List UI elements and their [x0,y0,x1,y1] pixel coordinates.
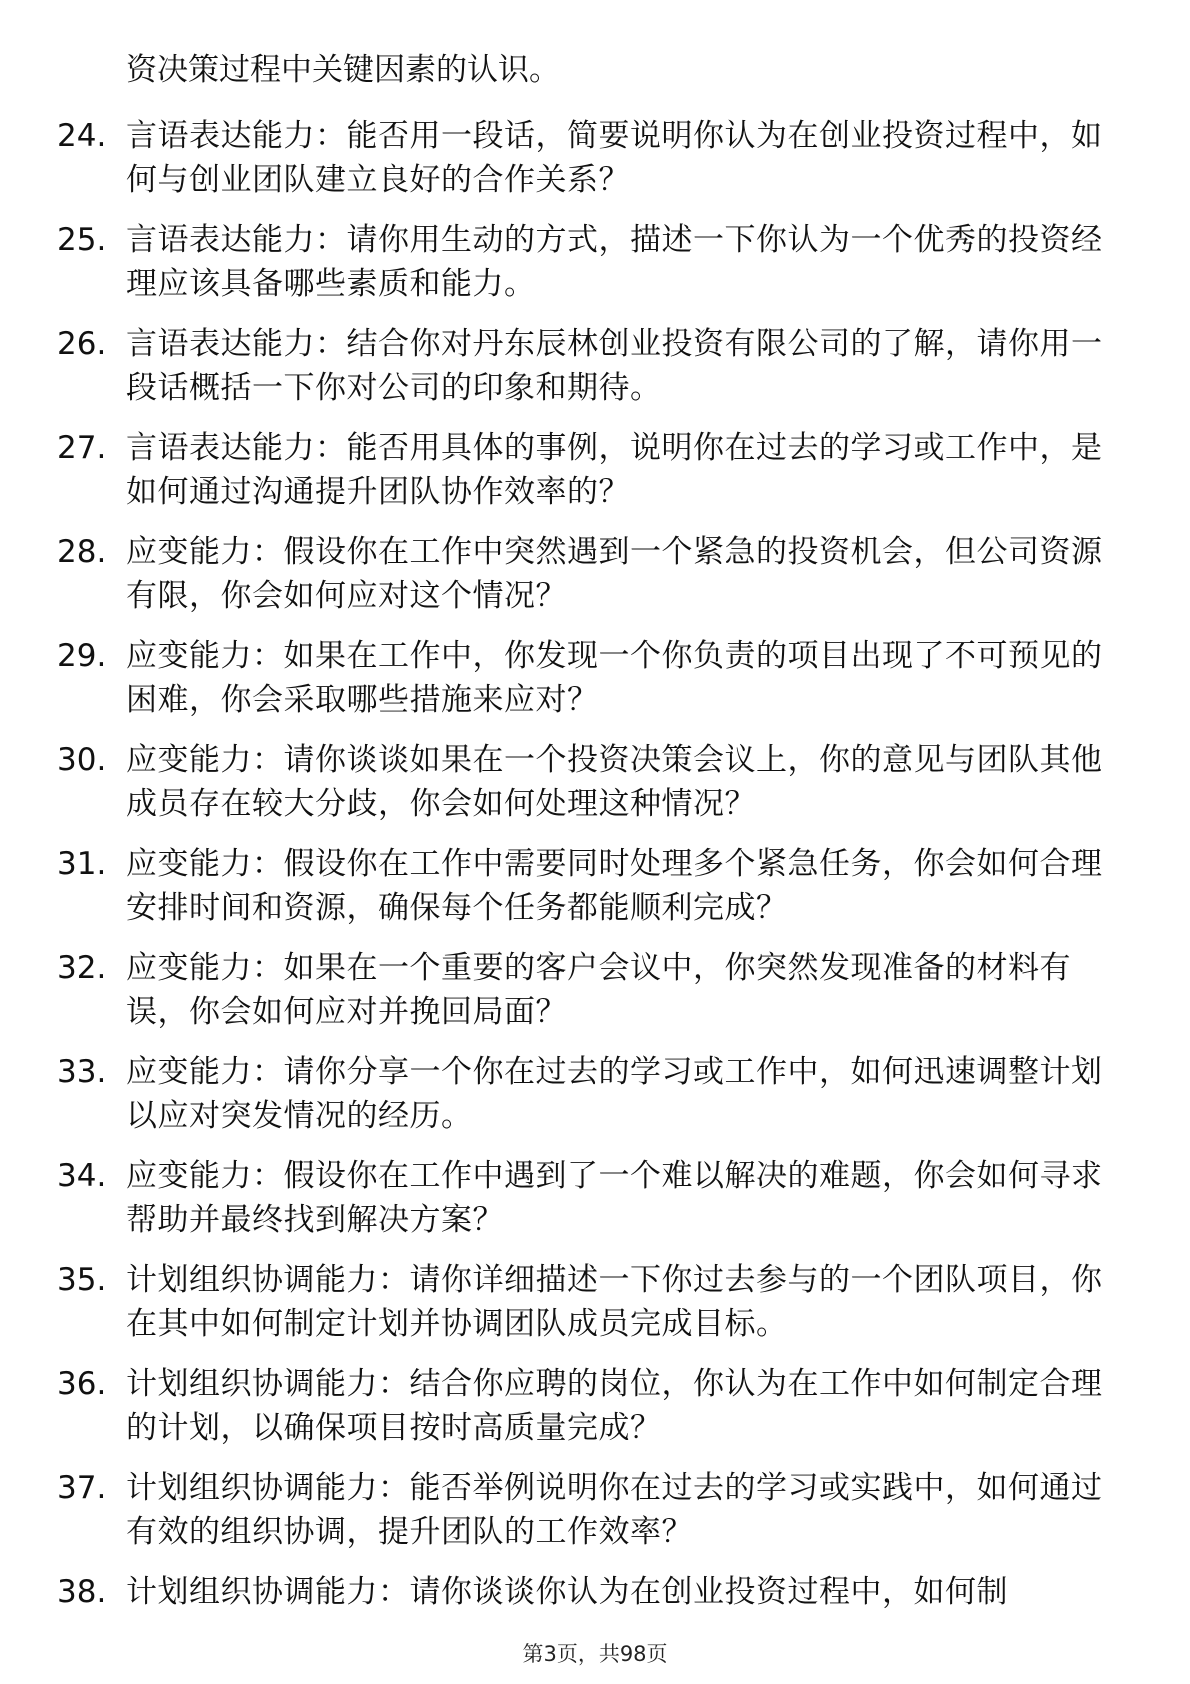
page-footer: 第3页，共98页 [522,1642,668,1666]
question-number: 35. [57,1262,107,1298]
list-item [0,1462,1190,1566]
question-number: 29. [57,638,107,674]
question-text: 言语表达能力：请你用生动的方式，描述一下你认为一个优秀的投资经理应该具备哪些素质和能力。 [126,222,1103,302]
question-number: 36. [57,1366,107,1402]
question-text: 应变能力：如果在一个重要的客户会议中，你突然发现准备的材料有误，你会如何应对并挽回局面？ [126,950,1071,1030]
question-text: 言语表达能力：能否用具体的事例，说明你在过去的学习或工作中，是如何通过沟通提升团队协作效率的？ [126,430,1103,510]
question-number: 32. [57,950,107,986]
list-item [0,110,1190,214]
list-item [0,422,1190,526]
list-item [0,318,1190,422]
list-item [0,1358,1190,1462]
list-item [0,630,1190,734]
question-text: 应变能力：假设你在工作中需要同时处理多个紧急任务，你会如何合理安排时间和资源，确保每个任务都能顺利完成？ [126,846,1103,926]
question-text: 应变能力：假设你在工作中遇到了一个难以解决的难题，你会如何寻求帮助并最终找到解决方案？ [126,1158,1103,1238]
list-item [0,526,1190,630]
question-number: 26. [57,326,107,362]
question-number: 33. [57,1054,107,1090]
question-text: 应变能力：假设你在工作中突然遇到一个紧急的投资机会，但公司资源有限，你会如何应对这个情况？ [126,534,1103,614]
list-item [0,942,1190,1046]
question-text: 计划组织协调能力：请你谈谈你认为在创业投资过程中，如何制 [126,1574,1008,1610]
list-item [0,214,1190,318]
question-text: 计划组织协调能力：结合你应聘的岗位，你认为在工作中如何制定合理的计划，以确保项目按时高质量完成？ [126,1366,1103,1446]
list-item [0,1046,1190,1150]
question-number: 28. [57,534,107,570]
question-text: 言语表达能力：结合你对丹东辰林创业投资有限公司的了解，请你用一段话概括一下你对公司的印象和期待。 [126,326,1103,406]
question-text: 应变能力：请你分享一个你在过去的学习或工作中，如何迅速调整计划以应对突发情况的经历。 [126,1054,1103,1134]
list-item [0,734,1190,838]
list-item [0,838,1190,942]
question-text: 计划组织协调能力：能否举例说明你在过去的学习或实践中，如何通过有效的组织协调，提升团队的工作效率？ [126,1470,1103,1550]
question-text: 应变能力：请你谈谈如果在一个投资决策会议上，你的意见与团队其他成员存在较大分歧，你会如何处理这种情况？ [126,742,1103,822]
question-list [0,110,1190,1670]
question-number: 30. [57,742,107,778]
question-number: 31. [57,846,107,882]
list-item [0,1150,1190,1254]
question-number: 27. [57,430,107,466]
continuation-text: 资决策过程中关键因素的认识。 [126,52,560,88]
list-item [0,1254,1190,1358]
question-number: 37. [57,1470,107,1506]
question-text: 应变能力：如果在工作中，你发现一个你负责的项目出现了不可预见的困难，你会采取哪些措施来应对？ [126,638,1103,718]
question-number: 24. [57,118,107,154]
question-text: 言语表达能力：能否用一段话，简要说明你认为在创业投资过程中，如何与创业团队建立良好的合作关系？ [126,118,1103,198]
question-number: 38. [57,1574,107,1610]
question-number: 25. [57,222,107,258]
question-text: 计划组织协调能力：请你详细描述一下你过去参与的一个团队项目，你在其中如何制定计划并协调团队成员完成目标。 [126,1262,1103,1342]
question-number: 34. [57,1158,107,1194]
